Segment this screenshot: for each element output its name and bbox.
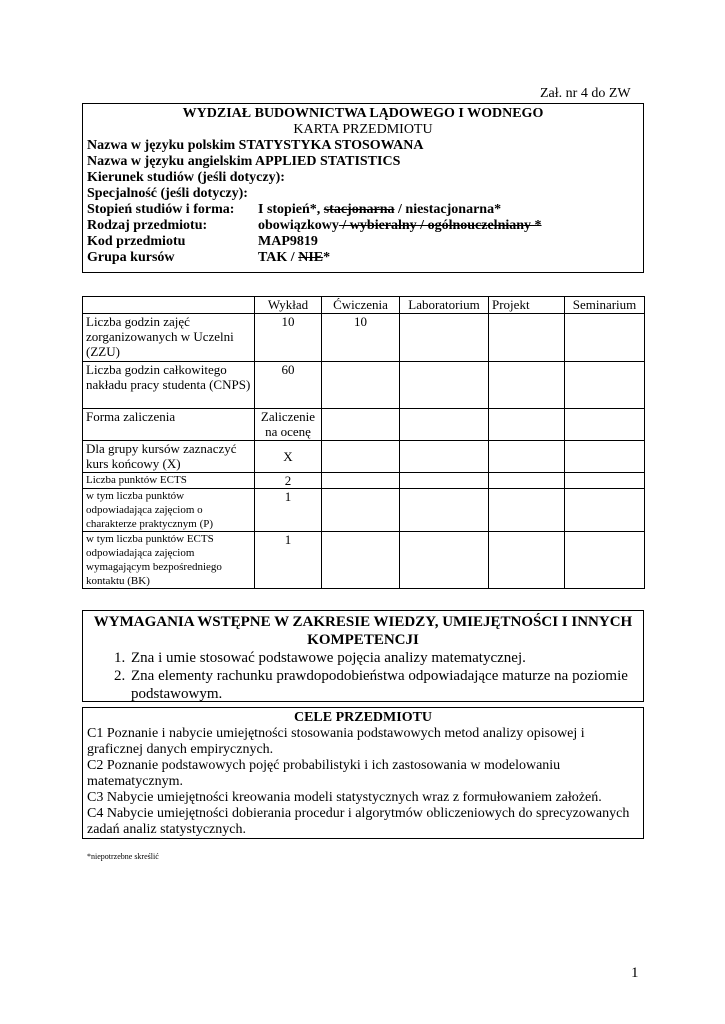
cell: 10 xyxy=(322,314,400,362)
cell: Zaliczenie na ocenę xyxy=(255,409,322,441)
cell xyxy=(400,473,489,489)
header-cell: Laboratorium xyxy=(400,297,489,314)
course-code-label: Kod przedmiotu xyxy=(87,234,186,249)
group-asterisk: * xyxy=(323,250,331,265)
goal-item: C4 Nabycie umiejętności dobierania procedur i algorytmów obliczeniowych do sprecyzowanych zadań analiz statystycznych. xyxy=(87,806,630,837)
row-label: Dla grupy kursów zaznaczyć kurs końcowy (X) xyxy=(83,441,255,473)
cell xyxy=(400,489,489,532)
cell: 10 xyxy=(255,314,322,362)
list-item: 1. Zna i umie stosować podstawowe pojęcia analizy matematycznej. xyxy=(129,649,643,667)
cell xyxy=(489,532,565,589)
course-code-row xyxy=(83,234,643,250)
course-goals-title: CELE PRZEDMIOTU xyxy=(293,710,433,725)
course-type-row xyxy=(83,218,643,234)
name-english: Nazwa w języku angielskim APPLIED STATISTICS xyxy=(87,154,401,169)
group-struck: NIE xyxy=(298,250,324,265)
table-row xyxy=(83,314,645,362)
list-item: 2. Zna elementy rachunku prawdopodobieństwa odpowiadające maturze na poziomie podstawowym. xyxy=(129,667,643,703)
course-code-value: MAP9819 xyxy=(258,234,318,249)
course-group-value xyxy=(258,250,330,266)
cell xyxy=(489,362,565,409)
study-level-row xyxy=(83,202,643,218)
cell xyxy=(400,409,489,441)
study-level-value xyxy=(258,202,501,218)
course-type-label: Rodzaj przedmiotu: xyxy=(87,218,208,233)
row-label: Liczba godzin całkowitego nakładu pracy studenta (CNPS) xyxy=(83,362,255,409)
cell xyxy=(565,473,645,489)
header-cell: Seminarium xyxy=(565,297,645,314)
prerequisites-section xyxy=(82,610,644,702)
row-label: w tym liczba punktów ECTS odpowiadająca zajęciom wymagającym bezpośredniego kontaktu (BK) xyxy=(83,532,255,589)
cell xyxy=(322,409,400,441)
cell xyxy=(565,314,645,362)
course-card-header xyxy=(82,103,644,273)
cell xyxy=(400,532,489,589)
cell: X xyxy=(255,441,322,473)
faculty-name: WYDZIAŁ BUDOWNICTWA LĄDOWEGO I WODNEGO xyxy=(182,106,544,121)
header-cell: Ćwiczenia xyxy=(322,297,400,314)
cell xyxy=(322,441,400,473)
header-cell: Projekt xyxy=(489,297,565,314)
table-row xyxy=(83,473,645,489)
goal-item: C3 Nabycie umiejętności kreowania modeli statystycznych wraz z formułowaniem założeń. xyxy=(87,790,602,805)
prerequisites-list xyxy=(83,649,643,703)
row-label: Liczba punktów ECTS xyxy=(83,473,255,489)
cell xyxy=(322,489,400,532)
cell xyxy=(400,362,489,409)
cell xyxy=(565,441,645,473)
cell xyxy=(400,441,489,473)
type-selected: obowiązkowy xyxy=(258,218,339,233)
card-subtitle: KARTA PRZEDMIOTU xyxy=(293,122,433,137)
row-label: w tym liczba punktów odpowiadająca zajęciom o charakterze praktycznym (P) xyxy=(83,489,255,532)
annex-number: Zał. nr 4 do ZW xyxy=(540,86,631,101)
cell xyxy=(322,473,400,489)
goal-item: C2 Poznanie podstawowych pojęć probabilistyki i ich zastosowania w modelowaniu matematycznym. xyxy=(87,758,561,789)
cell xyxy=(489,409,565,441)
row-label: Liczba godzin zajęć zorganizowanych w Uczelni (ZZU) xyxy=(83,314,255,362)
course-type-value xyxy=(258,218,542,234)
prerequisites-title: WYMAGANIA WSTĘPNE W ZAKRESIE WIEDZY, UMIEJĘTNOŚCI I INNYCH KOMPETENCJI xyxy=(93,614,633,648)
table-row xyxy=(83,362,645,409)
cell xyxy=(489,489,565,532)
level-rest: / niestacjonarna* xyxy=(394,202,502,217)
table-header-row xyxy=(83,297,645,314)
cell xyxy=(322,532,400,589)
cell xyxy=(565,489,645,532)
type-struck: / wybieralny / ogólnouczelniany * xyxy=(338,218,542,233)
footnote: *niepotrzebne skreślić xyxy=(87,852,159,861)
header-cell xyxy=(83,297,255,314)
cell xyxy=(489,473,565,489)
study-level-label: Stopień studiów i forma: xyxy=(87,202,235,217)
table-row xyxy=(83,532,645,589)
table-row xyxy=(83,441,645,473)
header-cell: Wykład xyxy=(255,297,322,314)
goal-item: C1 Poznanie i nabycie umiejętności stosowania podstawowych metod analizy opisowej i graficznej danych empirycznych. xyxy=(87,726,585,757)
course-goals-section xyxy=(82,707,644,839)
cell: 1 xyxy=(255,532,322,589)
cell xyxy=(489,441,565,473)
name-polish: Nazwa w języku polskim STATYSTYKA STOSOWANA xyxy=(87,138,424,153)
cell xyxy=(489,314,565,362)
cell: 1 xyxy=(255,489,322,532)
cell xyxy=(565,409,645,441)
row-label: Forma zaliczenia xyxy=(83,409,255,441)
group-selected: TAK / xyxy=(258,250,299,265)
cell: 2 xyxy=(255,473,322,489)
cell xyxy=(565,532,645,589)
cell xyxy=(400,314,489,362)
course-group-label: Grupa kursów xyxy=(87,250,175,265)
page-number: 1 xyxy=(631,965,639,981)
cell: 60 xyxy=(255,362,322,409)
field-of-study: Kierunek studiów (jeśli dotyczy): xyxy=(87,170,285,185)
course-group-row xyxy=(83,250,643,266)
cell xyxy=(565,362,645,409)
hours-table xyxy=(82,296,645,589)
level-selected: I stopień*, xyxy=(258,202,324,217)
table-row xyxy=(83,409,645,441)
cell xyxy=(322,362,400,409)
level-struck: stacjonarna xyxy=(323,202,395,217)
specialty: Specjalność (jeśli dotyczy): xyxy=(87,186,248,201)
table-row xyxy=(83,489,645,532)
